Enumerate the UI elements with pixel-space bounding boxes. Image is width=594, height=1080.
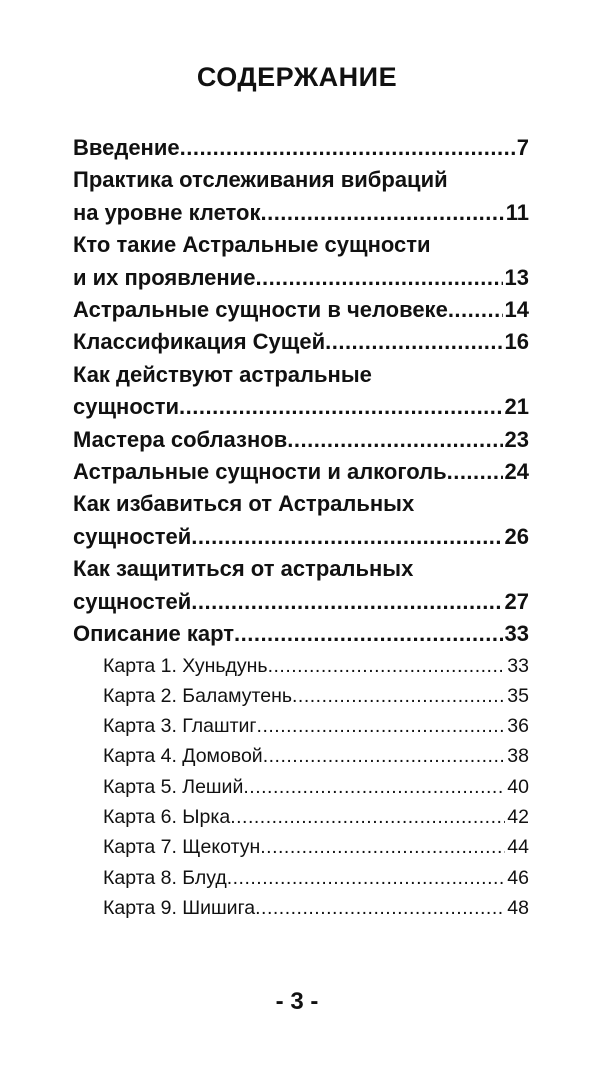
toc-entry-vibration-practice[interactable]	[73, 164, 529, 229]
toc-entry-how-to-protect[interactable]	[73, 553, 529, 618]
toc-page-number: 33	[504, 621, 529, 647]
dot-leader	[179, 391, 503, 423]
card-title: Карта 3. Глаштиг	[103, 715, 257, 738]
card-page-number: 40	[507, 775, 529, 798]
toc-entry-title: Описание карт	[73, 621, 234, 647]
dot-leader	[191, 586, 502, 618]
toc-entry-title-continued: сущностей	[73, 523, 192, 549]
dot-leader	[230, 802, 505, 832]
toc-page-number: 21	[504, 394, 529, 420]
toc-page-number: 13	[504, 264, 529, 290]
toc-entry-astral-entities[interactable]	[73, 229, 529, 294]
dot-leader	[180, 132, 515, 164]
card-title: Карта 6. Ырка	[103, 805, 231, 828]
dot-leader	[227, 863, 506, 893]
dot-leader	[260, 197, 503, 229]
toc-entry-classification[interactable]	[73, 326, 529, 358]
toc-entry-title: Кто такие Астральные сущности	[73, 232, 431, 258]
dot-leader	[260, 832, 505, 862]
dot-leader	[268, 651, 506, 681]
dot-leader	[287, 424, 502, 456]
dot-leader	[263, 741, 506, 771]
toc-card-entry[interactable]	[73, 893, 529, 923]
card-title: Карта 5. Леший	[103, 775, 244, 798]
table-of-contents	[73, 132, 529, 923]
toc-entry-title-continued: на уровне клеток	[73, 199, 261, 225]
dot-leader	[243, 772, 505, 802]
toc-entry-entities-in-human[interactable]	[73, 294, 529, 326]
toc-page-number: 7	[516, 135, 529, 160]
toc-card-entry[interactable]	[73, 832, 529, 862]
toc-entry-title: Мастера соблазнов	[73, 426, 288, 452]
dot-leader	[255, 893, 505, 923]
page-number: - 3 -	[275, 988, 319, 1015]
dot-leader	[255, 262, 502, 294]
toc-page-number: 26	[504, 523, 529, 549]
dot-leader	[448, 294, 503, 326]
card-page-number: 36	[507, 715, 529, 738]
toc-page-number: 24	[504, 459, 529, 485]
card-page-number: 46	[507, 866, 529, 889]
toc-card-entry[interactable]	[73, 711, 529, 741]
card-page-number: 38	[507, 745, 529, 768]
toc-entry-how-entities-act[interactable]	[73, 359, 529, 424]
card-title: Карта 7. Щекотун	[103, 836, 261, 859]
toc-entry-title: Классификация Сущей	[73, 329, 326, 355]
card-title: Карта 2. Баламутень	[103, 684, 293, 707]
toc-entry-title-continued: и их проявление	[73, 264, 256, 290]
card-page-number: 42	[507, 805, 529, 828]
card-title: Карта 1. Хуньдунь	[103, 654, 268, 677]
toc-page-number: 27	[504, 588, 529, 614]
card-page-number: 35	[507, 684, 529, 707]
toc-entry-title: Как избавиться от Астральных	[73, 491, 415, 517]
toc-entry-title-continued: сущности	[73, 394, 180, 420]
toc-card-entry[interactable]	[73, 741, 529, 771]
card-page-number: 44	[507, 836, 529, 859]
toc-entry-how-to-get-rid[interactable]	[73, 488, 529, 553]
toc-entry-title: Практика отслеживания вибраций	[73, 167, 448, 193]
toc-entry-introduction[interactable]	[73, 132, 529, 164]
dot-leader	[447, 456, 503, 488]
card-page-number: 33	[507, 654, 529, 677]
dot-leader	[325, 326, 502, 358]
page-title: СОДЕРЖАНИЕ	[196, 62, 398, 92]
card-title: Карта 4. Домовой	[103, 745, 263, 768]
dot-leader	[191, 521, 502, 553]
toc-page-number: 16	[504, 329, 529, 355]
toc-card-entry[interactable]	[73, 772, 529, 802]
toc-entry-title: Как действуют астральные	[73, 361, 372, 387]
toc-entry-title-continued: сущностей	[73, 588, 192, 614]
dot-leader	[234, 618, 503, 650]
toc-entry-title: Введение	[73, 135, 180, 160]
toc-entry-title: Астральные сущности и алкоголь	[73, 459, 447, 485]
dot-leader	[292, 681, 505, 711]
toc-card-entry[interactable]	[73, 863, 529, 893]
card-title: Карта 8. Блуд	[103, 866, 227, 889]
toc-page-number: 23	[504, 426, 529, 452]
toc-entry-title: Астральные сущности в человеке	[73, 297, 448, 323]
card-page-number: 48	[507, 896, 529, 919]
toc-entry-entities-and-alcohol[interactable]	[73, 456, 529, 488]
toc-page-number: 11	[505, 199, 529, 225]
toc-entry-card-descriptions[interactable]	[73, 618, 529, 650]
toc-page-number: 14	[504, 297, 529, 323]
toc-card-entry[interactable]	[73, 802, 529, 832]
toc-card-entry[interactable]	[73, 651, 529, 681]
toc-entry-title: Как защититься от астральных	[73, 556, 414, 582]
card-title: Карта 9. Шишига	[103, 896, 256, 919]
toc-entry-masters-of-temptation[interactable]	[73, 424, 529, 456]
toc-card-entry[interactable]	[73, 681, 529, 711]
dot-leader	[257, 711, 506, 741]
